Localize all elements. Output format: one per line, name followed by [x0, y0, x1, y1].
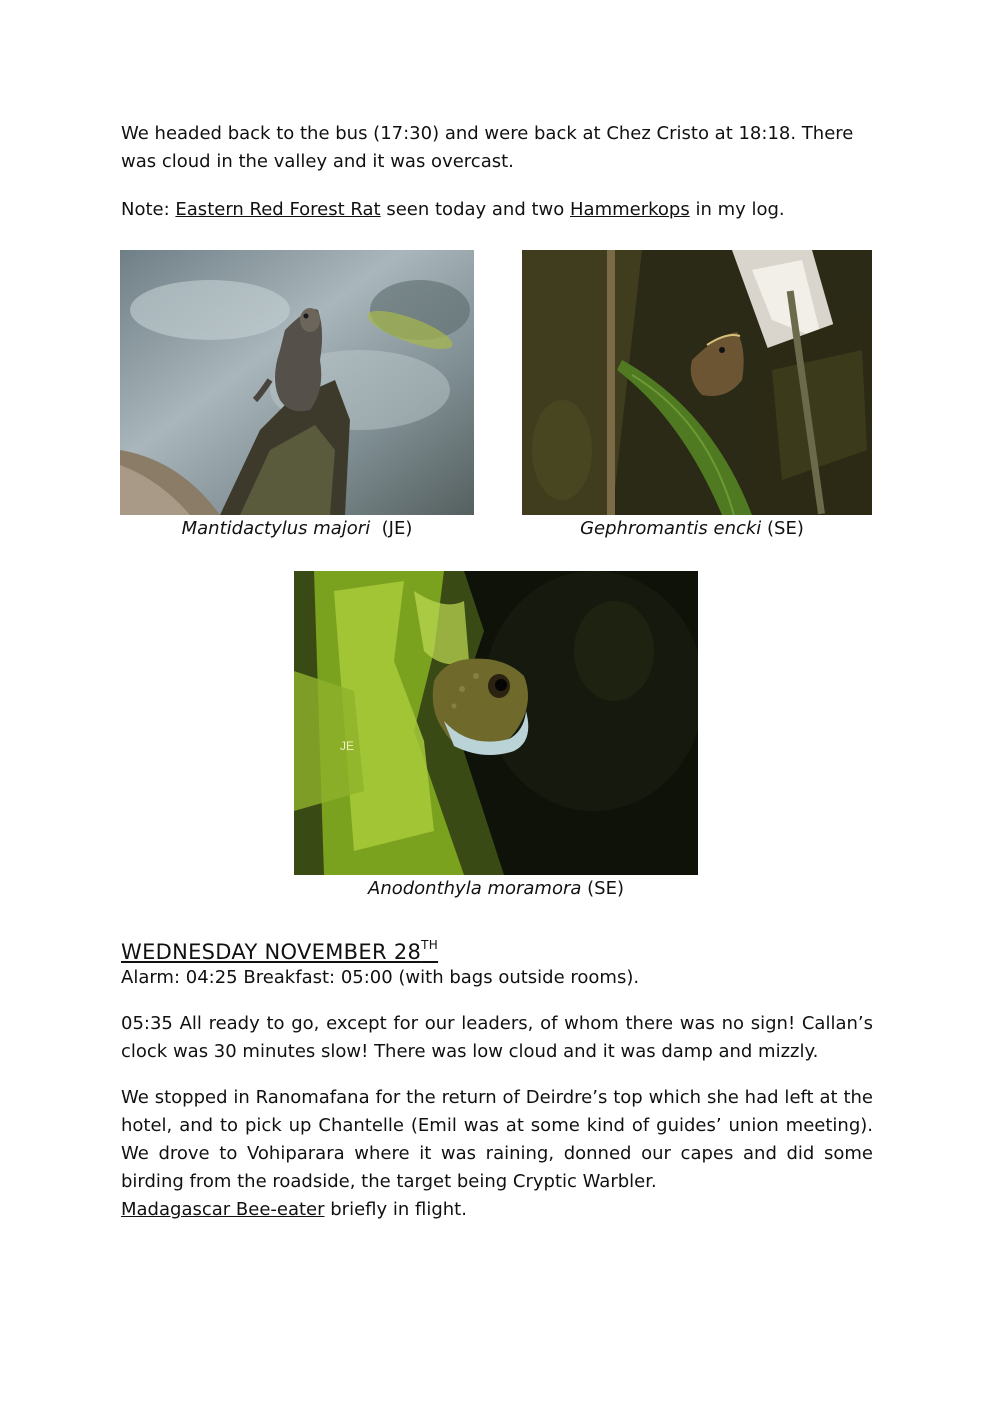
- caption-photo-2: [522, 517, 862, 541]
- heading-text: WEDNESDAY NOVEMBER 28: [121, 940, 422, 964]
- caption-credit-2: (SE): [761, 518, 804, 539]
- paragraph-ranomafana: We stopped in Ranomafana for the return of Deirdre’s top which she had left at the hotel, and to pick up Chantelle (Emil was at some kind of guides’ union meeting). We drove to Vohiparara where it was raining, donned our capes and did some birding from the roadside, the target being Cryptic Warbler.: [121, 1087, 873, 1192]
- photo-anodonthyla-moramora: [294, 571, 698, 875]
- paragraph-bee-eater: [121, 1196, 873, 1224]
- paragraph-alarm: Alarm: 04:25 Breakfast: 05:00 (with bags outside rooms).: [121, 967, 640, 988]
- note-mid: seen today and two: [380, 199, 571, 220]
- caption-photo-3: [294, 877, 698, 901]
- frog-photo-2: [522, 250, 872, 515]
- photo-gephromantis-encki: [522, 250, 872, 515]
- paragraph-ready: 05:35 All ready to go, except for our leaders, of whom there was no sign! Callan’s clock was 30 minutes slow! There was low cloud and it was damp and mizzly.: [121, 1013, 873, 1062]
- heading-ordinal: TH: [421, 938, 439, 952]
- caption-credit-3: (SE): [581, 878, 624, 899]
- note-species-link-rat: Eastern Red Forest Rat: [175, 199, 381, 220]
- bee-eater-suffix: briefly in flight.: [324, 1199, 467, 1220]
- note-prefix: Note:: [121, 199, 176, 220]
- caption-species-2: Gephromantis encki: [580, 518, 762, 539]
- frog-photo-1: [120, 250, 474, 515]
- paragraph-bus-return: We headed back to the bus (17:30) and were back at Chez Cristo at 18:18. There was cloud in the valley and it was overcast.: [121, 123, 854, 172]
- caption-species-3: Anodonthyla moramora: [368, 878, 582, 899]
- note-species-link-hammerkop: Hammerkops: [570, 199, 690, 220]
- frog-photo-3: [294, 571, 698, 875]
- photo-watermark: JE: [340, 739, 355, 753]
- caption-credit-1: (JE): [370, 518, 413, 539]
- caption-species-1: Mantidactylus majori: [181, 518, 371, 539]
- section-heading-date: [121, 930, 438, 967]
- caption-photo-1: [120, 517, 474, 541]
- note-suffix: in my log.: [689, 199, 785, 220]
- photo-mantidactylus-majori: [120, 250, 474, 515]
- paragraph-note: [121, 196, 873, 224]
- bee-eater-species-link: Madagascar Bee-eater: [121, 1199, 325, 1220]
